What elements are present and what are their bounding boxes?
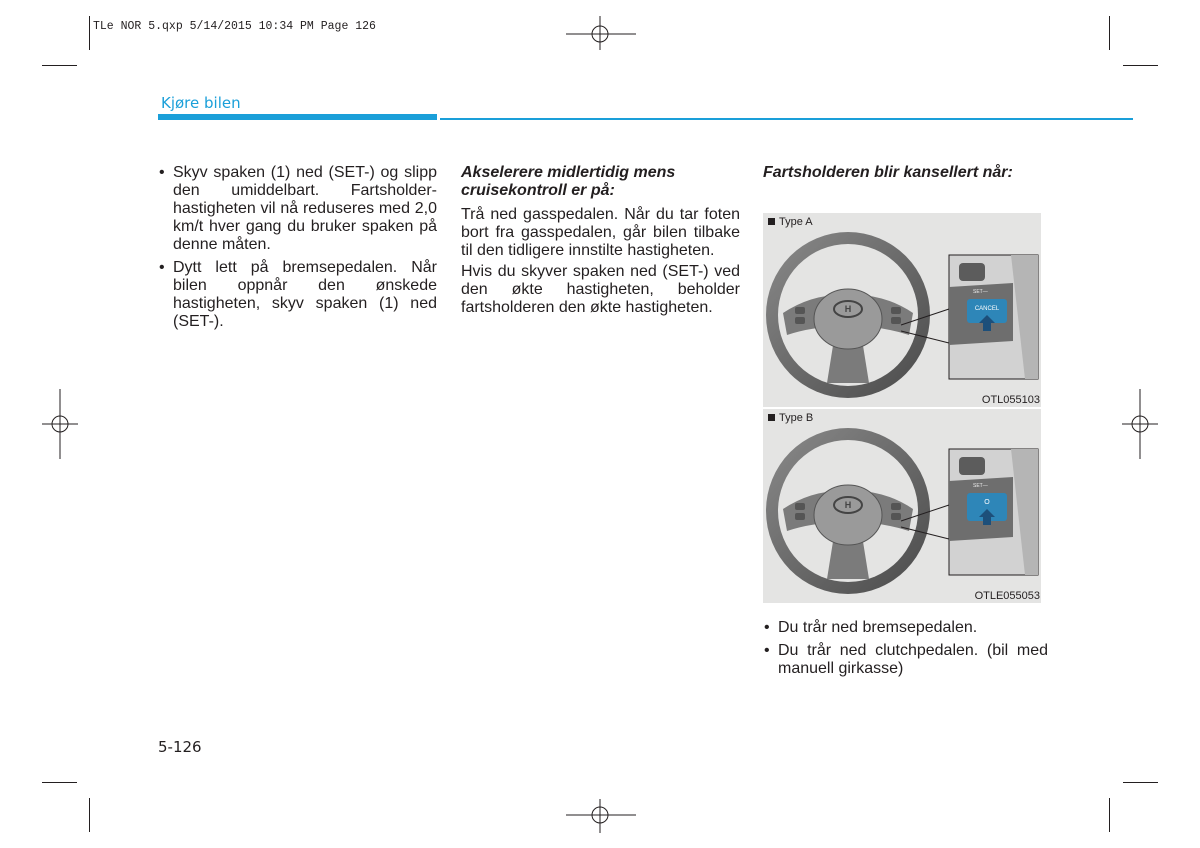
column-3-bullet-list — [763, 619, 1048, 683]
header-bar-thin — [440, 118, 1133, 120]
crop-mark-br-v — [1109, 798, 1110, 832]
list-item: • Du trår ned clutchpedalen. (bil med manuell girkasse) — [763, 642, 1048, 678]
crop-mark-tl-v — [89, 16, 90, 50]
page-number: 5-126 — [158, 738, 202, 756]
paragraph: Trå ned gasspedalen. Når du tar foten bort fra gasspedalen, går bilen tilbake til den tidligere innstilte hastigheten. — [461, 206, 740, 259]
column-3 — [763, 164, 1048, 188]
figure-code: OTLE055053 — [974, 590, 1040, 602]
crop-mark-tl-h — [42, 65, 77, 66]
crop-mark-tr-v — [1109, 16, 1110, 50]
section-title: Kjøre bilen — [161, 94, 241, 112]
print-slug: TLe NOR 5.qxp 5/14/2015 10:34 PM Page 126 — [93, 20, 376, 33]
figure-type-b — [763, 409, 1041, 603]
registration-mark-left — [42, 389, 78, 459]
crop-mark-bl-v — [89, 798, 90, 832]
crop-mark-tr-h — [1123, 65, 1158, 66]
header-bar-thick — [158, 114, 437, 120]
column-3-heading: Fartsholderen blir kansellert når: — [763, 164, 1013, 181]
column-2 — [461, 164, 740, 320]
figure-label: Type A — [768, 216, 813, 228]
list-item: • Skyv spaken (1) ned (SET-) og slipp den umiddelbart. Fartsholderhastigheten vil nå reduseres med 2,0 km/t hver gang du bruker spaken på denne måten. — [158, 164, 437, 254]
cancel-button-label: CANCEL — [974, 306, 1000, 312]
steering-wheel-illustration — [763, 409, 1041, 603]
cancel-button-label: O — [984, 499, 990, 506]
figure-type-a — [763, 213, 1041, 407]
svg-text:H: H — [844, 304, 852, 314]
registration-mark-right — [1122, 389, 1158, 459]
column-1 — [158, 164, 437, 336]
figure-label: Type B — [768, 412, 813, 424]
crop-mark-br-h — [1123, 782, 1158, 783]
square-bullet-icon — [768, 218, 775, 225]
list-item: • Dytt lett på bremsepedalen. Når bilen oppnår den ønskede hastigheten, skyv spaken (1) ned (SET-). — [158, 259, 437, 331]
square-bullet-icon — [768, 414, 775, 421]
lever-set-label: SET— — [973, 483, 988, 489]
svg-text:H: H — [844, 500, 852, 510]
list-item: • Du trår ned bremsepedalen. — [763, 619, 1048, 637]
column-2-heading: Akselerere midlertidig mens cruisekontroll er på: — [461, 164, 676, 199]
registration-mark-top — [566, 16, 636, 50]
paragraph: Hvis du skyver spaken ned (SET-) ved den økte hastigheten, beholder fartsholderen den økte hastigheten. — [461, 263, 740, 316]
lever-set-label: SET— — [973, 289, 988, 295]
crop-mark-bl-h — [42, 782, 77, 783]
steering-wheel-illustration — [763, 213, 1041, 407]
figure-code: OTL055103 — [981, 394, 1040, 406]
column-1-bullet-list — [158, 164, 437, 331]
registration-mark-bottom — [566, 799, 636, 833]
